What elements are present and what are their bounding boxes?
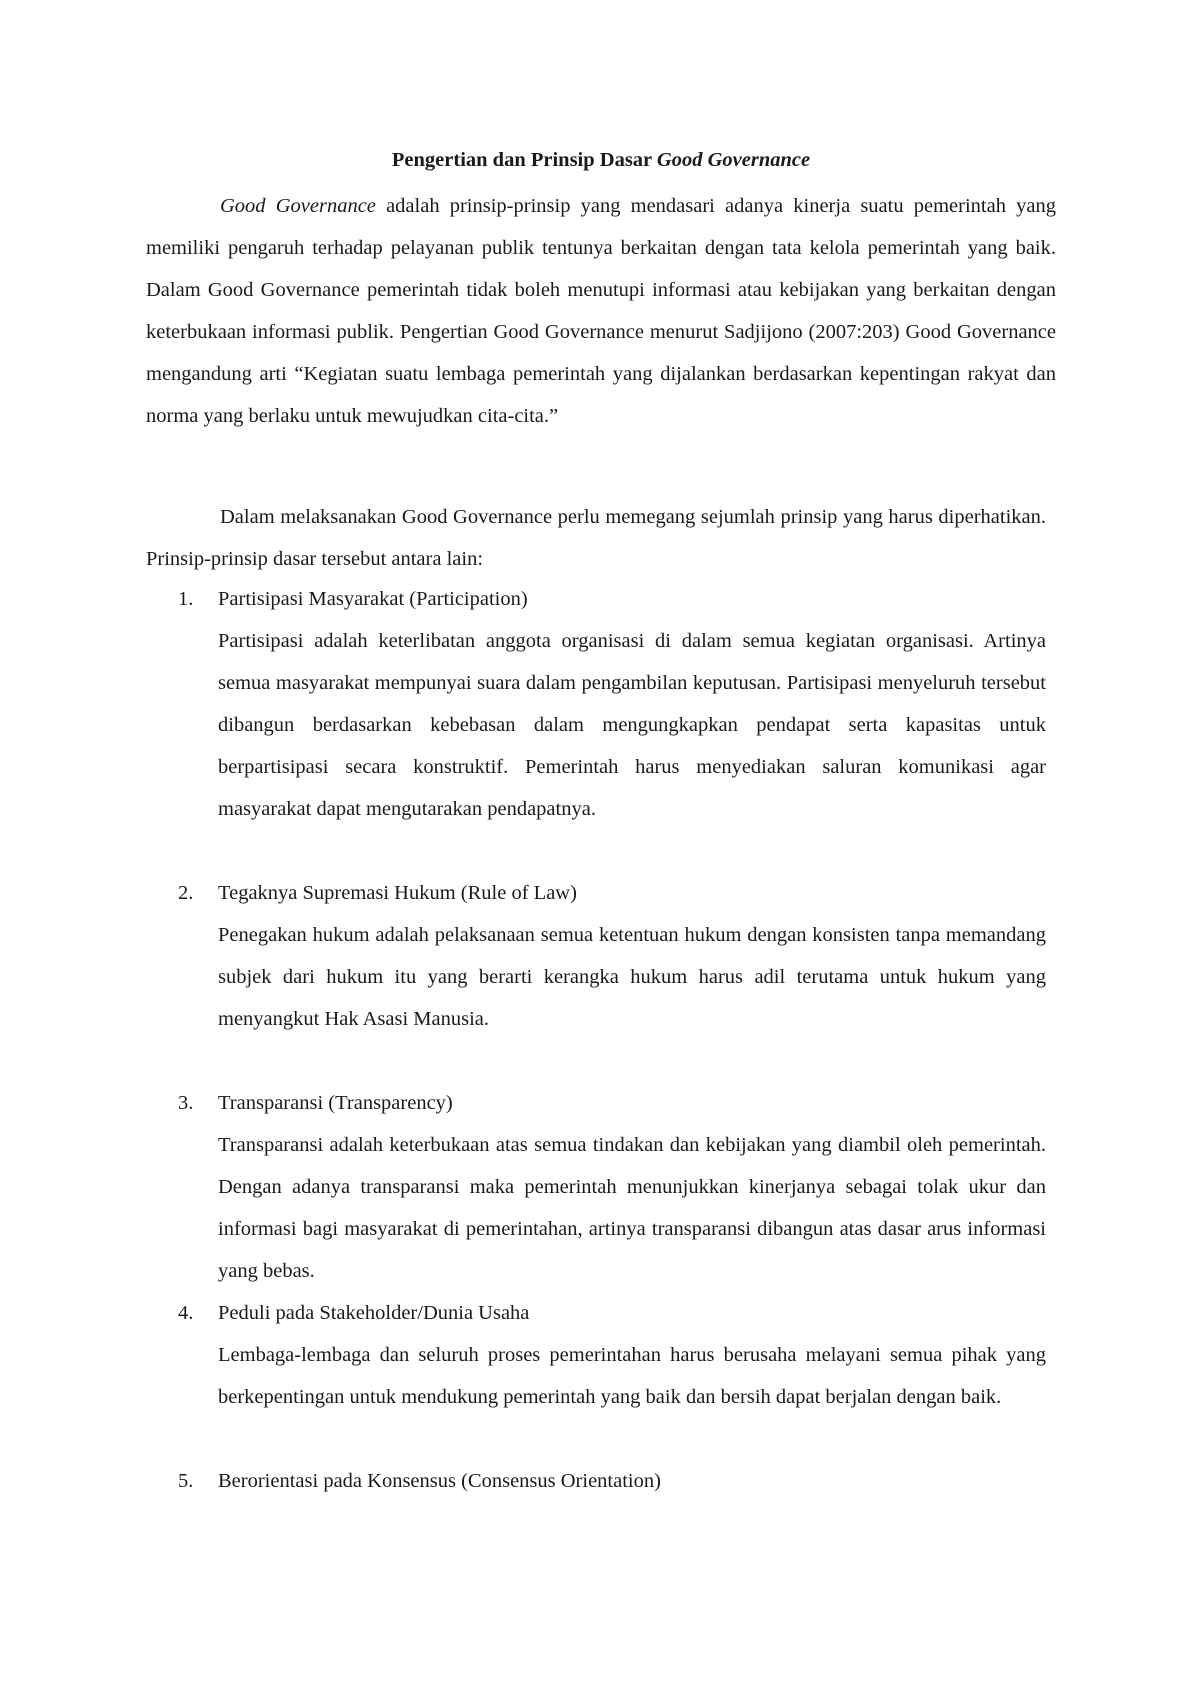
principle-label: Berorientasi pada Konsensus (Consensus Orientation) <box>218 1470 661 1492</box>
principle-description: Lembaga-lembaga dan seluruh proses pemerintahan harus berusaha melayani semua pihak yang berkepentingan untuk mendukung pemerintah yang baik dan bersih dapat berjalan dengan baik. <box>218 1344 1046 1408</box>
document-title <box>146 145 1056 175</box>
principle-description: Transparansi adalah keterbukaan atas semua tindakan dan kebijakan yang diambil oleh pemerintah. Dengan adanya transparansi maka pemerintah menunjukkan kinerjanya sebagai tolak ukur dan informasi bagi masyarakat di pemerintahan, artinya transparansi dibangun atas dasar arus informasi yang bebas. <box>218 1134 1046 1282</box>
principle-number: 2. <box>178 882 194 904</box>
principles-intro-text: Dalam melaksanakan Good Governance perlu memegang sejumlah prinsip yang harus diperhatikan. Prinsip-prinsip dasar tersebut antara lain: <box>146 506 1046 570</box>
principle-description: Penegakan hukum adalah pelaksanaan semua ketentuan hukum dengan konsisten tanpa memandang subjek dari hukum itu yang berarti kerangka hukum harus adil terutama untuk hukum yang menyangkut Hak Asasi Manusia. <box>218 924 1046 1030</box>
title-italic: Good Governance <box>656 149 811 171</box>
principle-label: Tegaknya Supremasi Hukum (Rule of Law) <box>218 882 577 904</box>
principles-intro-paragraph <box>146 496 1046 580</box>
intro-text: adalah prinsip-prinsip yang mendasari adanya kinerja suatu pemerintah yang memiliki pengaruh terhadap pelayanan publik tentunya berkaitan dengan tata kelola pemerintah yang baik. Dalam Good Governance pemerintah tidak boleh menutupi informasi atau kebijakan yang berkaitan dengan keterbukaan informasi publik. Pengertian Good Governance menurut Sadjijono (2007:203) Good Governance mengandung arti “Kegiatan suatu lembaga pemerintah yang dijalankan berdasarkan kepentingan rakyat dan norma yang berlaku untuk mewujudkan cita-cita.” <box>146 195 1056 427</box>
title-prefix: Pengertian dan Prinsip Dasar <box>391 149 657 171</box>
principle-number: 5. <box>178 1470 194 1492</box>
intro-italic-lead: Good Governance <box>220 195 376 217</box>
principle-number: 3. <box>178 1092 194 1114</box>
principle-description: Partisipasi adalah keterlibatan anggota organisasi di dalam semua kegiatan organisasi. Artinya semua masyarakat mempunyai suara dalam pengambilan keputusan. Partisipasi menyeluruh tersebut dibangun berdasarkan kebebasan dalam mengungkapkan pendapat serta kapasitas untuk berpartisipasi secara konstruktif. Pemerintah harus menyediakan saluran komunikasi agar masyarakat dapat mengutarakan pendapatnya. <box>218 630 1046 820</box>
principle-number: 1. <box>178 588 194 610</box>
principle-label: Transparansi (Transparency) <box>218 1092 453 1114</box>
principle-label: Peduli pada Stakeholder/Dunia Usaha <box>218 1302 530 1324</box>
intro-paragraph <box>146 185 1056 437</box>
principle-number: 4. <box>178 1302 194 1324</box>
principle-label: Partisipasi Masyarakat (Participation) <box>218 588 528 610</box>
